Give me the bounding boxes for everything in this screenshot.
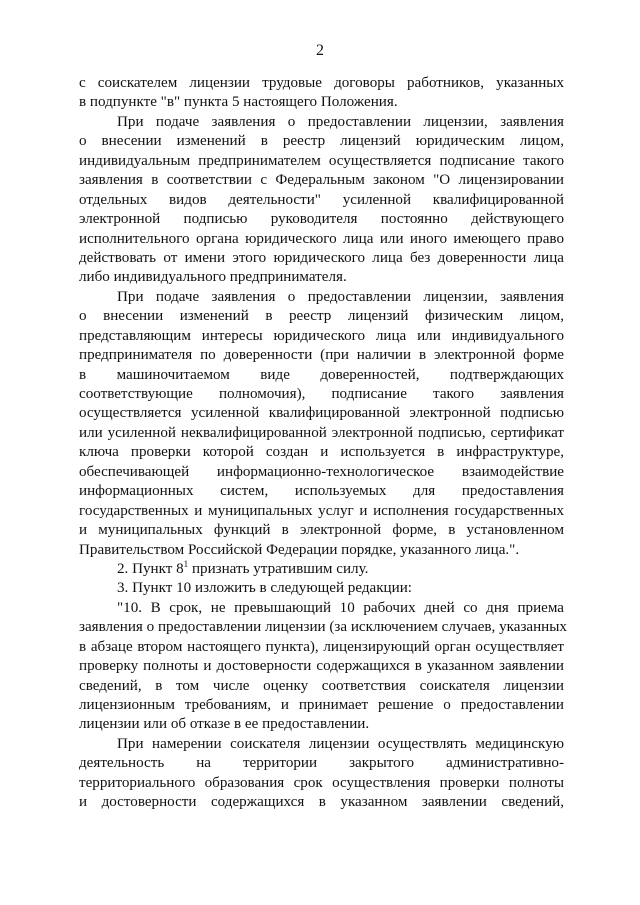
text-line: и достоверности содержащихся в указанном заявлении сведений, [79,794,564,811]
text-line: исполнительного органа юридического лица или иного имеющего право [79,230,564,247]
text-line: осуществляется усиленной квалифицированной электронной подписью [79,405,564,422]
text-line: либо индивидуального предпринимателя. [79,269,347,286]
text-line: или усиленной неквалифицированной электронной подписью, сертификат [79,424,564,441]
text-line: лицензии или об отказе в ее предоставлении. [79,716,370,733]
text-line: электронной подписью руководителя постоянно действующего [79,211,564,228]
superscript: 1 [183,558,189,569]
text-line: индивидуальным предпринимателем осуществляется подписание такого [79,152,564,169]
text-line: ключа проверки которой создан и используется в инфраструктуре, [79,444,564,461]
text-line: действовать от имени этого юридического лица без доверенности лица [79,249,564,266]
document-body [79,74,567,813]
text-line: При намерении соискателя лицензии осуществлять медицинскую [117,735,564,752]
text-line: предпринимателя по доверенности (при наличии в электронной форме [79,347,564,364]
list-item [79,560,564,579]
text-line: отдельных видов деятельности" усиленной квалифицированной [79,191,564,208]
text-line: о внесении изменений в реестр лицензий юридическим лицом, [79,133,564,150]
paragraph [79,579,564,598]
text-line: информационных систем, используемых для предоставления [79,483,564,500]
text-line: проверку полноты и достоверности содержащихся в указанном заявлении [79,658,564,675]
text-line: При подаче заявления о предоставлении лицензии, заявления [117,113,564,130]
text-line: лицензионным требованиям, и принимает решение о предоставлении [79,697,564,713]
text-line: и муниципальных функций в электронной форме, в установленном [79,522,564,539]
paragraph [79,74,564,113]
item-text: 2. Пункт 8 [117,560,184,577]
paragraph [79,288,564,560]
text-line: "10. В срок, не превышающий 10 рабочих дней со дня приема [117,599,564,616]
text-line: заявления о предоставлении лицензии (за исключением случаев, указанных [79,619,567,636]
item-text: признать утратившим силу. [188,560,369,577]
paragraph [79,113,564,288]
text-line: представляющим интересы юридического лица или индивидуального [79,327,564,344]
text-line: в подпункте "в" пункта 5 настоящего Положения. [79,94,398,111]
paragraph [79,560,564,579]
list-item: 3. Пункт 10 изложить в следующей редакции: [117,580,412,597]
text-line: государственных и муниципальных услуг и исполнения государственных [79,502,564,519]
text-line: в машиночитаемом виде доверенностей, подтверждающих [79,366,564,383]
page-number: 2 [316,42,324,59]
paragraph [79,599,567,735]
text-line: Правительством Российской Федерации порядке, указанного лица.". [79,541,520,558]
paragraph [79,735,564,813]
text-line: в абзаце втором настоящего пункта), лицензирующий орган осуществляет [79,638,564,655]
text-line: деятельность на территории закрытого административно- [79,755,564,772]
text-line: с соискателем лицензии трудовые договоры работников, указанных [79,75,564,91]
text-line: заявления в соответствии с Федеральным законом "О лицензировании [79,172,564,189]
text-line: обеспечивающей информационно-технологическое взаимодействие [79,463,564,480]
text-line: При подаче заявления о предоставлении лицензии, заявления [117,288,564,305]
text-line: сведений, в том числе оценку соответствия соискателя лицензии [79,677,564,694]
text-line: о внесении изменений в реестр лицензий физическим лицом, [79,308,564,325]
text-line: соответствующие полномочия), подписание такого заявления [79,386,564,402]
text-line: территориального образования срок осуществления проверки полноты [79,774,564,791]
